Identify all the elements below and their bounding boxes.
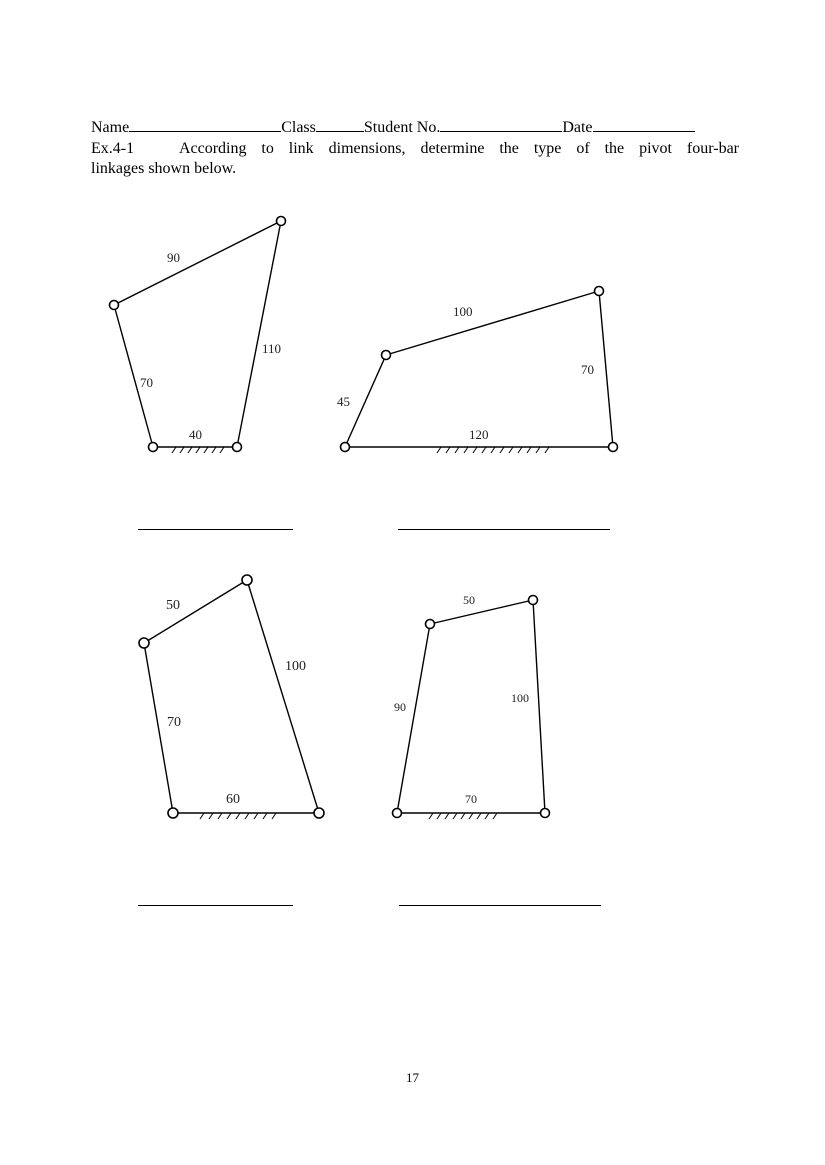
linkage-2-joint-d (595, 287, 604, 296)
linkage-1-joint-a (149, 443, 158, 452)
linkage-1-hatch (172, 447, 224, 453)
linkage-1-label-left: 70 (140, 375, 153, 390)
linkage-2-joint-b (609, 443, 618, 452)
linkage-2-label-ground: 120 (469, 427, 489, 442)
linkage-4-label-ground: 70 (465, 792, 477, 806)
linkage-2-right-link (599, 291, 613, 447)
linkage-1-label-ground: 40 (189, 427, 202, 442)
page-number: 17 (406, 1070, 419, 1085)
linkage-4-top-link (430, 600, 533, 624)
linkage-1-right-link (237, 221, 281, 447)
linkage-2-top-link (386, 291, 599, 355)
linkage-1-label-right: 110 (262, 341, 282, 356)
linkage-4-label-right: 100 (511, 691, 529, 705)
linkage-3-label-top: 50 (166, 598, 180, 613)
linkage-3-label-left: 70 (167, 715, 181, 730)
linkage-3-joint-b (314, 808, 324, 818)
linkage-4-joint-c (426, 620, 435, 629)
student-no-label: Student No. (363, 119, 441, 136)
name-label: Name (91, 119, 130, 136)
linkage-2-joint-a (341, 443, 350, 452)
linkage-1-joint-b (233, 443, 242, 452)
linkage-1-label-top: 90 (167, 250, 180, 265)
linkage-4-hatch (429, 813, 497, 819)
linkage-3 (139, 575, 324, 819)
question-text-2: linkages shown below. (91, 160, 237, 177)
linkage-1-joint-d (277, 217, 286, 226)
exercise-number: Ex.4-1 (91, 140, 135, 157)
linkage-2 (337, 287, 618, 454)
linkage-3-hatch (200, 813, 276, 819)
linkage-4-joint-a (393, 809, 402, 818)
linkage-3-right-link (247, 580, 319, 813)
linkage-1 (110, 217, 286, 454)
answer-line-4[interactable] (399, 905, 601, 906)
class-label: Class (281, 119, 316, 136)
linkage-3-label-right: 100 (285, 659, 306, 674)
linkage-3-joint-d (242, 575, 252, 585)
linkage-2-hatch (437, 447, 549, 453)
linkage-2-label-right: 70 (581, 362, 594, 377)
linkage-3-label-ground: 60 (226, 792, 240, 807)
linkage-4-joint-b (541, 809, 550, 818)
linkage-3-joint-a (168, 808, 178, 818)
linkage-4-right-link (533, 600, 545, 813)
linkage-4-joint-d (529, 596, 538, 605)
answer-line-1[interactable] (138, 529, 293, 530)
linkage-2-left-link (345, 355, 386, 447)
linkage-2-label-top: 100 (453, 304, 473, 319)
linkage-1-top-link (114, 221, 281, 305)
linkage-4-label-left: 90 (394, 700, 406, 714)
date-label: Date (562, 119, 593, 136)
linkage-4-label-top: 50 (463, 593, 475, 607)
linkage-2-joint-c (382, 351, 391, 360)
linkage-4 (393, 593, 550, 819)
linkage-3-joint-c (139, 638, 149, 648)
answer-line-2[interactable] (398, 529, 610, 530)
answer-line-3[interactable] (138, 905, 293, 906)
question-text-1: According to link dimensions, determine the type of the pivot four-bar (178, 140, 740, 157)
linkage-1-joint-c (110, 301, 119, 310)
linkage-2-label-left: 45 (337, 394, 350, 409)
linkage-4-left-link (397, 624, 430, 813)
linkage-3-top-link (144, 580, 247, 643)
